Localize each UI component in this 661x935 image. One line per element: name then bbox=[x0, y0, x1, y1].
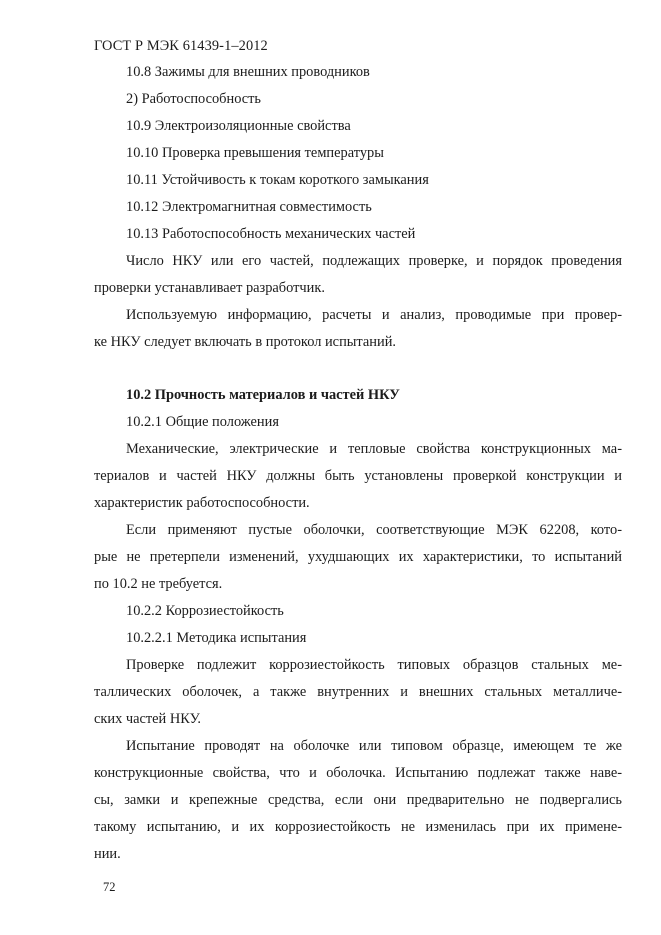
paragraph-line: таллических оболочек, а также внутренних и внешних стальных металличе- bbox=[94, 684, 622, 700]
standard-header: ГОСТ Р МЭК 61439-1–2012 bbox=[94, 38, 268, 54]
paragraph-line: конструкционные свойства, что и оболочка. Испытанию подлежат также наве- bbox=[94, 765, 622, 781]
list-item: 10.10 Проверка превышения температуры bbox=[126, 145, 384, 161]
list-item: 10.8 Зажимы для внешних проводников bbox=[126, 64, 370, 80]
paragraph-line: такому испытанию, и их коррозиестойкость не изменилась при их примене- bbox=[94, 819, 622, 835]
paragraph-line: Число НКУ или его частей, подлежащих проверке, и порядок проведения bbox=[126, 253, 622, 269]
subsection-heading: 10.2.2 Коррозиестойкость bbox=[126, 603, 284, 619]
page-number: 72 bbox=[103, 880, 116, 894]
subsection-heading: 10.2.1 Общие положения bbox=[126, 414, 279, 430]
paragraph-line: по 10.2 не требуется. bbox=[94, 576, 223, 592]
list-item: 10.9 Электроизоляционные свойства bbox=[126, 118, 351, 134]
paragraph-line: ке НКУ следует включать в протокол испытаний. bbox=[94, 334, 396, 350]
paragraph-line: нии. bbox=[94, 846, 121, 862]
list-item: 10.11 Устойчивость к токам короткого замыкания bbox=[126, 172, 429, 188]
paragraph-line: сы, замки и крепежные средства, если они предварительно не подвергались bbox=[94, 792, 622, 808]
paragraph-line: рые не претерпели изменений, ухудшающих их характеристики, то испытаний bbox=[94, 549, 622, 565]
list-item: 10.12 Электромагнитная совместимость bbox=[126, 199, 372, 215]
paragraph-line: ских частей НКУ. bbox=[94, 711, 202, 727]
paragraph-line: Если применяют пустые оболочки, соответствующие МЭК 62208, кото- bbox=[126, 522, 622, 538]
list-item: 10.13 Работоспособность механических частей bbox=[126, 226, 416, 242]
paragraph-line: териалов и частей НКУ должны быть установлены проверкой конструкции и bbox=[94, 468, 622, 484]
paragraph-line: проверки устанавливает разработчик. bbox=[94, 280, 325, 296]
paragraph-line: Испытание проводят на оболочке или типовом образце, имеющем те же bbox=[126, 738, 622, 754]
paragraph-line: характеристик работоспособности. bbox=[94, 495, 310, 511]
paragraph-line: Проверке подлежит коррозиестойкость типовых образцов стальных ме- bbox=[126, 657, 622, 673]
paragraph-line: Используемую информацию, расчеты и анализ, проводимые при провер- bbox=[126, 307, 622, 323]
paragraph-line: Механические, электрические и тепловые свойства конструкционных ма- bbox=[126, 441, 622, 457]
subsection-heading: 10.2.2.1 Методика испытания bbox=[126, 630, 307, 646]
section-heading: 10.2 Прочность материалов и частей НКУ bbox=[126, 387, 400, 403]
list-item: 2) Работоспособность bbox=[126, 91, 261, 107]
